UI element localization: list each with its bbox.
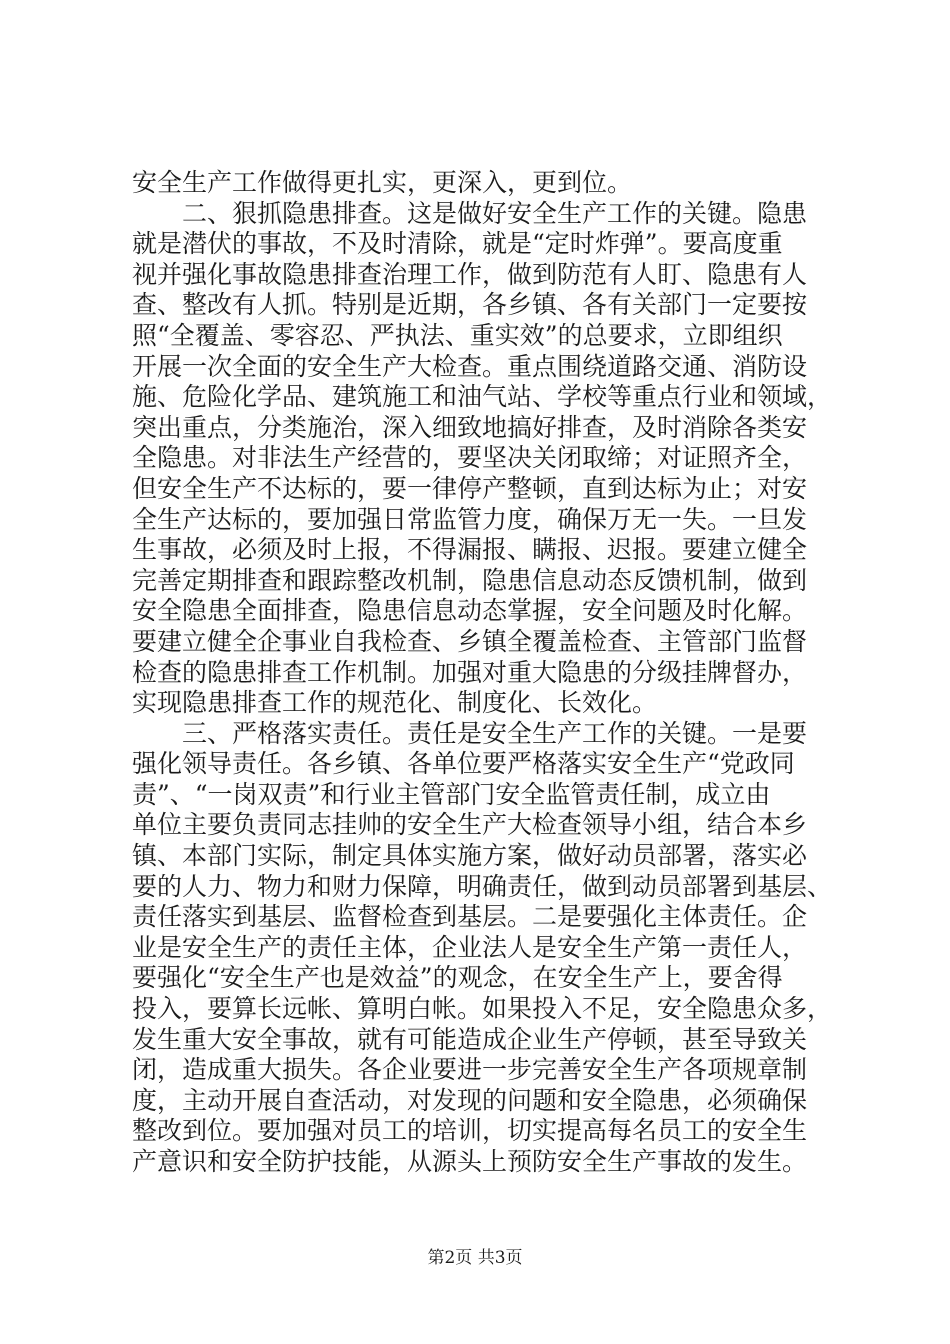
- body-line: 完善定期排查和跟踪整改机制，隐患信息动态反馈机制，做到: [132, 565, 808, 595]
- body-line: 突出重点，分类施治，深入细致地搞好排查，及时消除各类安: [132, 412, 808, 442]
- body-line: 检查的隐患排查工作机制。加强对重大隐患的分级挂牌督办，: [132, 657, 808, 687]
- body-line: 就是潜伏的事故，不及时清除，就是“定时炸弹”。要高度重: [132, 229, 783, 259]
- body-line: 实现隐患排查工作的规范化、制度化、长效化。: [132, 688, 658, 718]
- body-line: 单位主要负责同志挂帅的安全生产大检查领导小组，结合本乡: [132, 810, 808, 840]
- body-line: 责”、“一岗双责”和行业主管部门安全监管责任制，成立由: [132, 779, 771, 809]
- body-line: 投入，要算长远帐、算明白帐。如果投入不足，安全隐患众多，: [132, 994, 833, 1024]
- body-line: 整改到位。要加强对员工的培训，切实提高每名员工的安全生: [132, 1116, 808, 1146]
- body-line: 视并强化事故隐患排查治理工作，做到防范有人盯、隐患有人: [132, 259, 808, 289]
- body-line: 但安全生产不达标的，要一律停产整顿，直到达标为止；对安: [132, 473, 808, 503]
- body-line: 查、整改有人抓。特别是近期，各乡镇、各有关部门一定要按: [132, 290, 808, 320]
- body-line: 强化领导责任。各乡镇、各单位要严格落实安全生产“党政同: [132, 749, 795, 779]
- body-line: 照“全覆盖、零容忍、严执法、重实效”的总要求，立即组织: [132, 320, 783, 350]
- body-line: 要的人力、物力和财力保障，明确责任，做到动员部署到基层、: [132, 871, 833, 901]
- body-line: 要建立健全企事业自我检查、乡镇全覆盖检查、主管部门监督: [132, 626, 808, 656]
- body-line: 安全生产工作做得更扎实，更深入，更到位。: [132, 168, 633, 197]
- body-line: 全生产达标的，要加强日常监管力度，确保万无一失。一旦发: [132, 504, 808, 534]
- body-line: 要强化“安全生产也是效益”的观念，在安全生产上，要舍得: [132, 963, 783, 993]
- body-line: 全隐患。对非法生产经营的，要坚决关闭取缔；对证照齐全，: [132, 443, 808, 473]
- body-line: 安全隐患全面排查，隐患信息动态掌握，安全问题及时化解。: [132, 596, 808, 626]
- body-line: 二、狠抓隐患排查。这是做好安全生产工作的关键。隐患: [132, 198, 808, 228]
- body-line: 镇、本部门实际，制定具体实施方案，做好动员部署，落实必: [132, 841, 808, 871]
- body-line: 业是安全生产的责任主体，企业法人是安全生产第一责任人，: [132, 932, 808, 962]
- body-line: 度，主动开展自查活动，对发现的问题和安全隐患，必须确保: [132, 1085, 808, 1115]
- body-line: 责任落实到基层、监督检查到基层。二是要强化主体责任。企: [132, 902, 808, 932]
- body-line: 生事故，必须及时上报，不得漏报、瞒报、迟报。要建立健全: [132, 535, 808, 565]
- body-line: 发生重大安全事故，就有可能造成企业生产停顿，甚至导致关: [132, 1024, 808, 1054]
- body-line: 闭，造成重大损失。各企业要进一步完善安全生产各项规章制: [132, 1055, 808, 1085]
- page-footer: 第2页 共3页: [427, 1248, 523, 1268]
- body-line: 三、严格落实责任。责任是安全生产工作的关键。一是要: [132, 718, 808, 748]
- body-line: 产意识和安全防护技能，从源头上预防安全生产事故的发生。: [132, 1147, 808, 1176]
- body-line: 开展一次全面的安全生产大检查。重点围绕道路交通、消防设: [132, 351, 808, 381]
- body-line: 施、危险化学品、建筑施工和油气站、学校等重点行业和领域，: [132, 382, 833, 412]
- document-body: [132, 168, 832, 1178]
